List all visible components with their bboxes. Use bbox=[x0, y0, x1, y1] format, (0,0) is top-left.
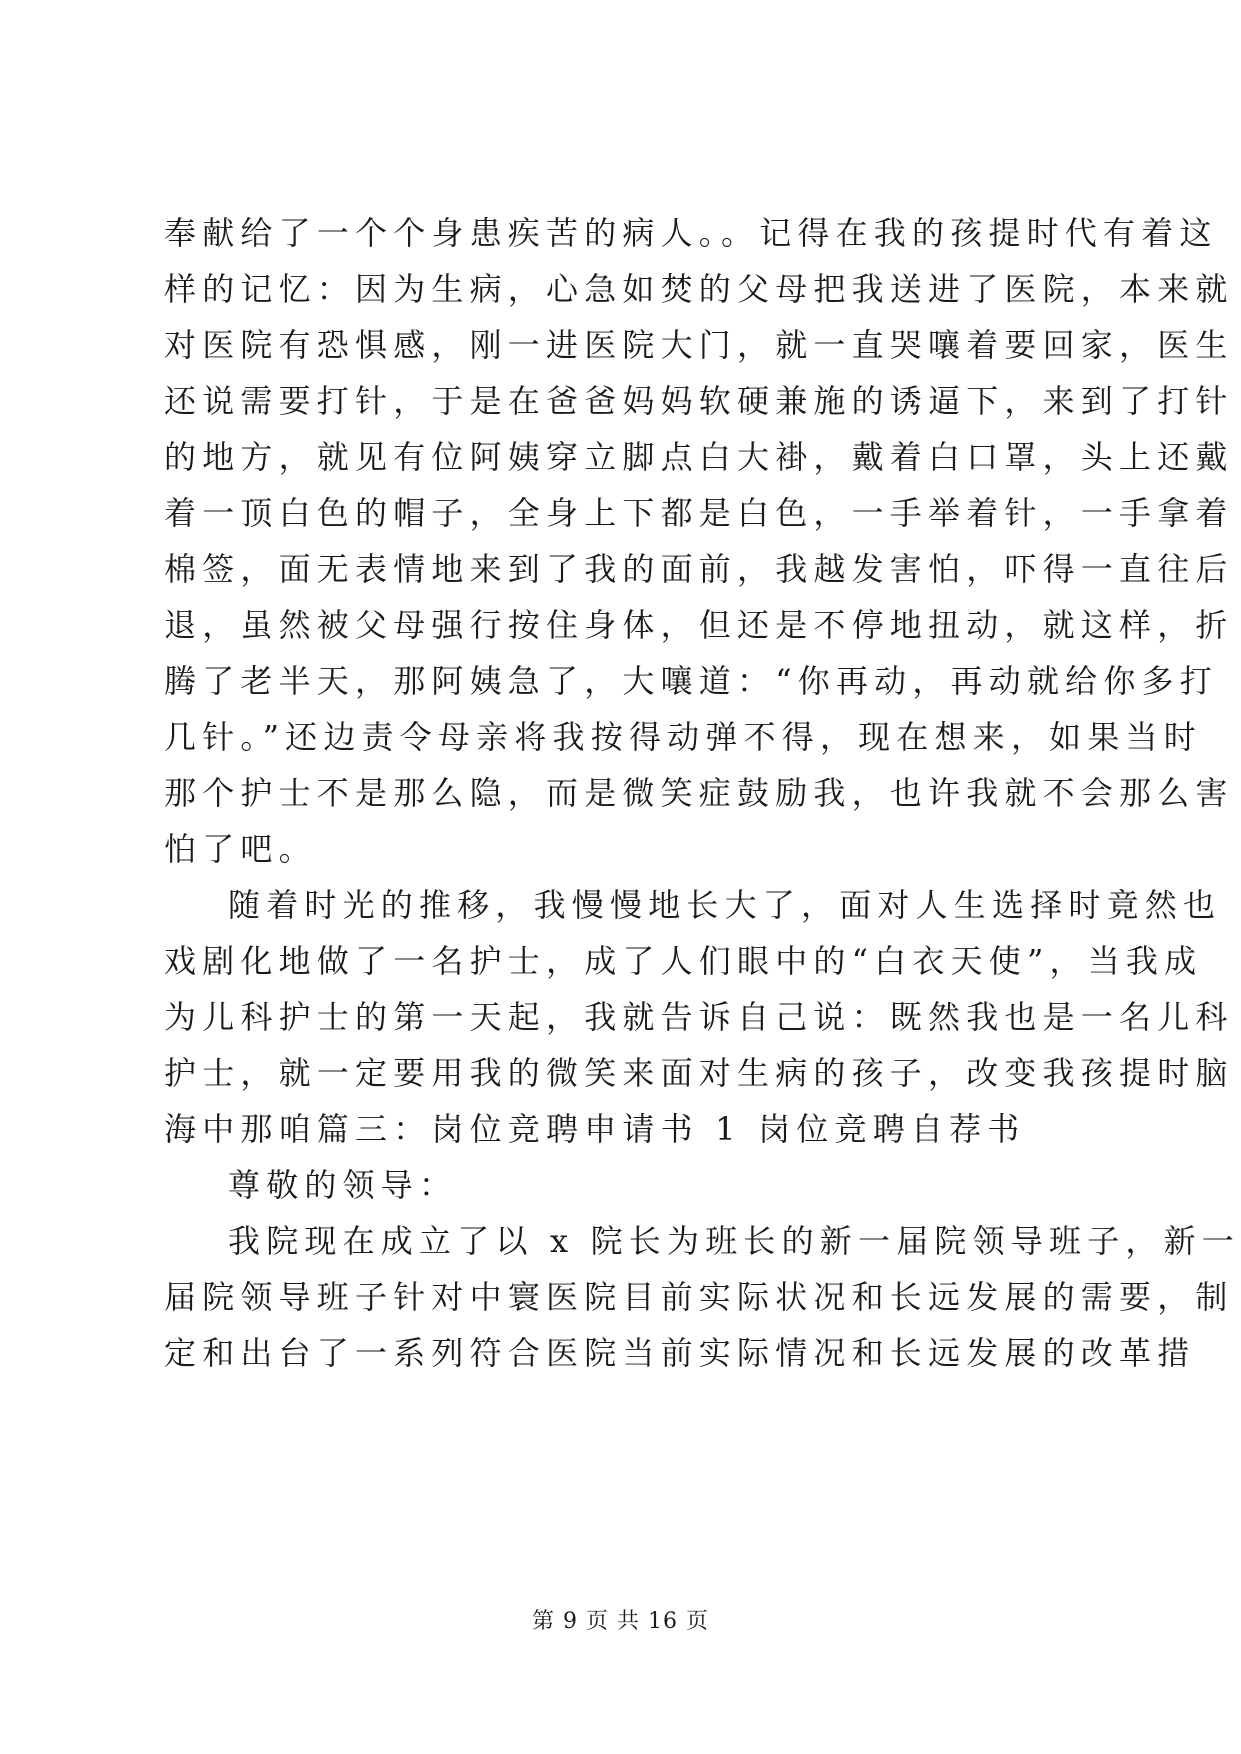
body-text-line: 腾了老半天，那阿姨急了，大嚷道：“你再动，再动就给你多打 bbox=[164, 662, 1218, 700]
body-text-line: 护士，就一定要用我的微笑来面对生病的孩子，改变我孩提时脑 bbox=[164, 1054, 1234, 1092]
body-text-line: 戏剧化地做了一名护士，成了人们眼中的“白衣天使”，当我成 bbox=[164, 942, 1203, 980]
body-text-line: 的地方，就见有位阿姨穿立脚点白大褂，戴着白口罩，头上还戴 bbox=[164, 438, 1234, 476]
body-text-line: 对医院有恐惧感，刚一进医院大门，就一直哭嚷着要回家，医生 bbox=[164, 326, 1234, 364]
body-text-line: 棉签，面无表情地来到了我的面前，我越发害怕，吓得一直往后 bbox=[164, 550, 1234, 588]
body-text-line: 退，虽然被父母强行按住身体，但还是不停地扭动，就这样，折 bbox=[164, 606, 1234, 644]
body-text-line: 海中那咱篇三：岗位竞聘申请书 1 岗位竞聘自荐书 bbox=[164, 1110, 1026, 1148]
body-text-line: 还说需要打针，于是在爸爸妈妈软硬兼施的诱逼下，来到了打针 bbox=[164, 382, 1234, 420]
salutation: 尊敬的领导： bbox=[228, 1166, 458, 1204]
body-text-line: 定和出台了一系列符合医院当前实际情况和长远发展的改革措 bbox=[164, 1334, 1196, 1372]
page-number-footer: 第 9 页 共 16 页 bbox=[532, 1609, 709, 1634]
body-text-line: 样的记忆：因为生病，心急如焚的父母把我送进了医院，本来就 bbox=[164, 270, 1234, 308]
body-text-line: 届院领导班子针对中寰医院目前实际状况和长远发展的需要，制 bbox=[164, 1278, 1234, 1316]
body-text-line: 那个护士不是那么隐，而是微笑症鼓励我，也许我就不会那么害 bbox=[164, 774, 1234, 812]
body-text-line: 奉献给了一个个身患疾苦的病人。。记得在我的孩提时代有着这 bbox=[164, 214, 1218, 252]
paragraph-first-line: 我院现在成立了以 x 院长为班长的新一届院领导班子，新一 bbox=[228, 1222, 1240, 1260]
body-text-line: 着一顶白色的帽子，全身上下都是白色，一手举着针，一手拿着 bbox=[164, 494, 1234, 532]
body-text-line: 几针。”还边责令母亲将我按得动弹不得，现在想来，如果当时 bbox=[164, 718, 1202, 756]
body-text-line: 为儿科护士的第一天起，我就告诉自己说：既然我也是一名儿科 bbox=[164, 998, 1234, 1036]
paragraph-first-line: 随着时光的推移，我慢慢地长大了，面对人生选择时竟然也 bbox=[228, 886, 1222, 924]
body-text-line: 怕了吧。 bbox=[164, 830, 317, 868]
